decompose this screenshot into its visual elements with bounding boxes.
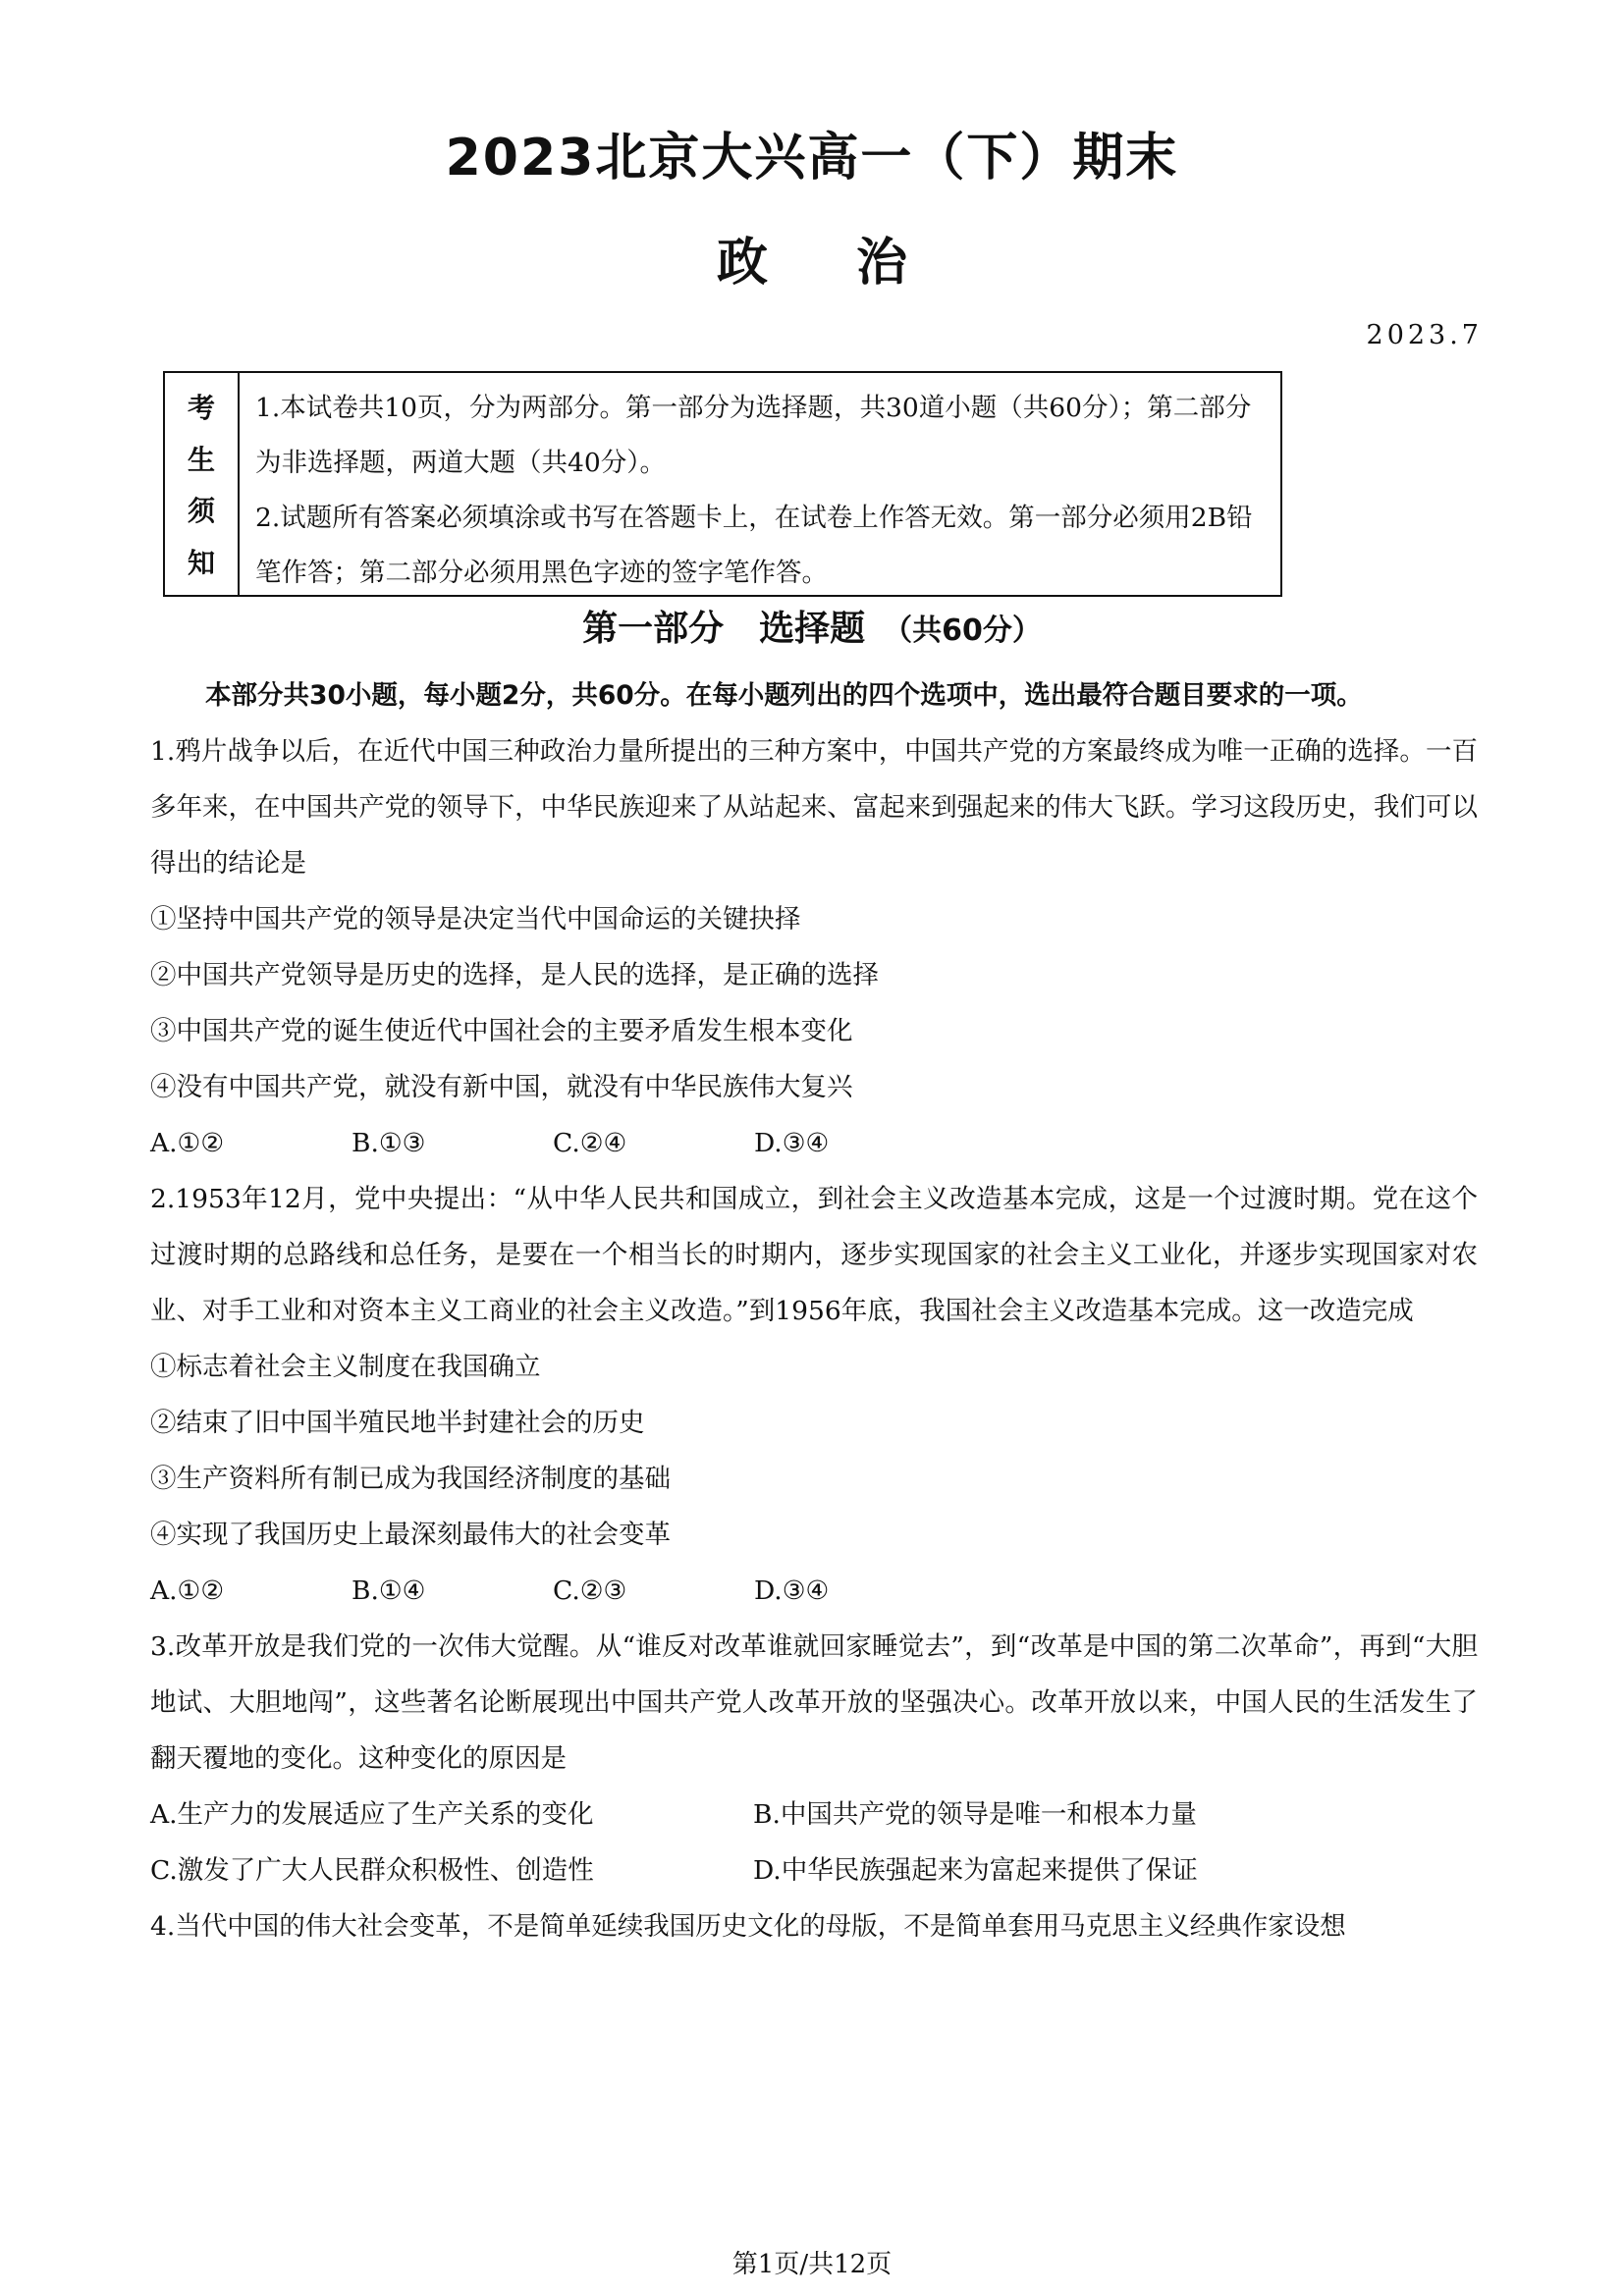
option-a: A.生产力的发展适应了生产关系的变化 bbox=[150, 1799, 594, 1830]
question-3-options-row-2 bbox=[150, 1842, 1478, 1898]
question-1-options bbox=[150, 1115, 1478, 1171]
question-1-statement: ①坚持中国共产党的领导是决定当代中国命运的关键抉择 bbox=[150, 904, 801, 934]
questions-content bbox=[150, 667, 1478, 1954]
notice-label-char: 生 bbox=[187, 443, 215, 476]
question-1-statement: ④没有中国共产党，就没有新中国，就没有中华民族伟大复兴 bbox=[150, 1072, 853, 1102]
option-d: D.中华民族强起来为富起来提供了保证 bbox=[753, 1855, 1198, 1886]
option-b: B.①③ bbox=[352, 1128, 426, 1158]
question-1-stem: 1.鸦片战争以后，在近代中国三种政治力量所提出的三种方案中，中国共产党的方案最终成为唯一正确的选择。一百多年来，在中国共产党的领导下，中华民族迎来了从站起来、富起来到强起来的伟大飞跃。学习这段历史，我们可以得出的结论是 bbox=[150, 736, 1478, 879]
question-3-options-row-1 bbox=[150, 1787, 1478, 1842]
option-c: C.激发了广大人民群众积极性、创造性 bbox=[150, 1855, 594, 1886]
question-3-stem: 3.改革开放是我们党的一次伟大觉醒。从“谁反对改革谁就回家睡觉去”，到“改革是中国的第二次革命”，再到“大胆地试、大胆地闯”，这些著名论断展现出中国共产党人改革开放的坚强决心。改革开放以来，中国人民的生活发生了翻天覆地的变化。这种变化的原因是 bbox=[150, 1631, 1478, 1774]
option-d: D.③④ bbox=[754, 1575, 830, 1606]
option-c: C.②④ bbox=[553, 1128, 627, 1158]
notice-label bbox=[165, 373, 240, 595]
question-2-options bbox=[150, 1563, 1478, 1619]
question-2-stem: 2.1953年12月，党中央提出：“从中华人民共和国成立，到社会主义改造基本完成，这是一个过渡时期。党在这个过渡时期的总路线和总任务，是要在一个相当长的时期内，逐步实现国家的社会主义工业化，并逐步实现国家对农业、对手工业和对资本主义工商业的社会主义改造。”到1956年底，我国社会主义改造基本完成。这一改造完成 bbox=[150, 1184, 1478, 1326]
question-2-statement: ①标志着社会主义制度在我国确立 bbox=[150, 1352, 541, 1382]
option-a: A.①② bbox=[150, 1575, 225, 1606]
section-title bbox=[0, 601, 1624, 651]
notice-body bbox=[240, 373, 1280, 595]
notice-item-1: 1.本试卷共10页，分为两部分。第一部分为选择题，共30道小题（共60分）；第二部分为非选择题，两道大题（共40分）。 bbox=[255, 393, 1252, 478]
subject-title: 政治 bbox=[716, 234, 996, 293]
question-2-statement: ④实现了我国历史上最深刻最伟大的社会变革 bbox=[150, 1520, 671, 1550]
section-score: （共60分） bbox=[883, 614, 1042, 648]
question-4-stem: 4.当代中国的伟大社会变革，不是简单延续我国历史文化的母版，不是简单套用马克思主义经典作家设想 bbox=[150, 1911, 1346, 1942]
section-title-text: 第一部分 选择题 bbox=[582, 609, 866, 649]
option-a: A.①② bbox=[150, 1128, 225, 1158]
question-2-statement: ③生产资料所有制已成为我国经济制度的基础 bbox=[150, 1464, 671, 1494]
question-1-statement: ②中国共产党领导是历史的选择，是人民的选择，是正确的选择 bbox=[150, 960, 879, 990]
exam-date: 2023.7 bbox=[1366, 320, 1483, 350]
question-1-statement: ③中国共产党的诞生使近代中国社会的主要矛盾发生根本变化 bbox=[150, 1016, 853, 1046]
option-b: B.①④ bbox=[352, 1575, 426, 1606]
page-footer: 第1页/共12页 bbox=[731, 2250, 893, 2279]
notice-label-char: 知 bbox=[187, 546, 215, 579]
section-instructions: 本部分共30小题，每小题2分，共60分。在每小题列出的四个选项中，选出最符合题目要求的一项。 bbox=[205, 680, 1363, 711]
exam-title: 2023北京大兴高一（下）期末 bbox=[445, 129, 1179, 187]
option-d: D.③④ bbox=[754, 1128, 830, 1158]
notice-label-char: 须 bbox=[187, 495, 215, 528]
option-c: C.②③ bbox=[553, 1575, 627, 1606]
question-2-statement: ②结束了旧中国半殖民地半封建社会的历史 bbox=[150, 1408, 645, 1438]
notice-box bbox=[163, 371, 1282, 597]
notice-label-char: 考 bbox=[187, 392, 215, 425]
notice-item-2: 2.试题所有答案必须填涂或书写在答题卡上，在试卷上作答无效。第一部分必须用2B铅笔作答；第二部分必须用黑色字迹的签字笔作答。 bbox=[255, 503, 1253, 588]
option-b: B.中国共产党的领导是唯一和根本力量 bbox=[753, 1799, 1197, 1830]
